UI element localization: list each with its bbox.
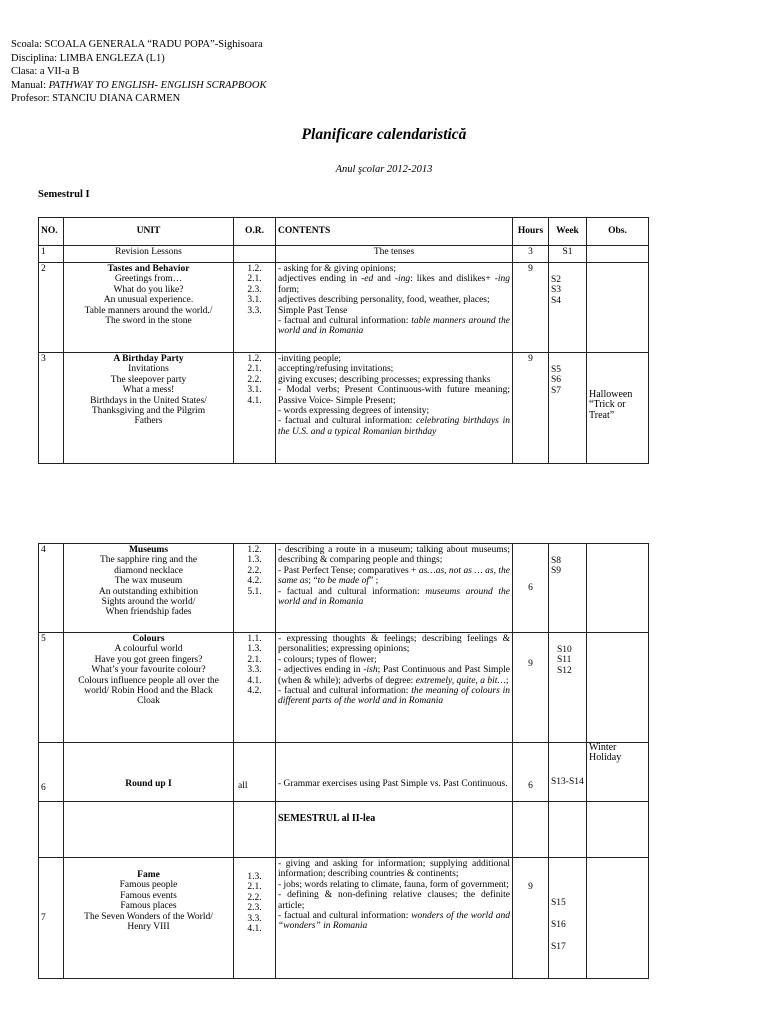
row-or: all	[234, 743, 276, 802]
row-week: S8 S9	[549, 544, 587, 633]
planning-table-1	[38, 217, 649, 464]
row-obs: Winter Holiday	[587, 743, 649, 802]
col-header-contents: CONTENTS	[276, 218, 513, 246]
unit-title: Museums	[128, 545, 169, 555]
row-contents: - Grammar exercises using Past Simple vs. Past Continuous.	[276, 743, 513, 802]
row-unit: Tastes and Behavior Greetings from… What do you like? An unusual experience. Table manners around the world./ The sword in the stone	[64, 263, 234, 353]
planning-table-2	[38, 543, 649, 979]
row-no: 7	[39, 858, 64, 979]
row-contents: - giving and asking for information; supplying additional information; describing countries & continents; - jobs; words relating to climate, fauna, form of government; - defining & non-defining relative clauses; the definite article; - factual and cultural information: wonders of the world and “wonders” in Romania	[276, 858, 513, 979]
row-contents: - describing a route in a museum; talking about museums; describing & comparing people and things; - Past Perfect Tense; comparatives + as…as, not as … as, the same as; “to be made of” ; - factual and cultural information: museums around the world and in Romania	[276, 544, 513, 633]
row-unit: A Birthday Party Invitations The sleepover party What a mess! Birthdays in the United States/ Thanksgiving and the Pilgrim Fathers	[64, 353, 234, 464]
unit-title: A Birthday Party	[113, 354, 184, 364]
row-or: 1.3. 2.1. 2.2. 2.3. 3.3. 4.1.	[234, 858, 276, 979]
col-header-week: Week	[549, 218, 587, 246]
row-obs	[587, 544, 649, 633]
unit-title: Fame	[137, 870, 160, 880]
table-row	[39, 263, 649, 353]
row-hours: 6	[513, 743, 549, 802]
row-unit: Round up I	[64, 743, 234, 802]
row-no: 5	[39, 633, 64, 743]
row-obs: Halloween “Trick or Treat”	[587, 353, 649, 464]
school-year: Anul şcolar 2012-2013	[335, 164, 433, 175]
col-header-obs: Obs.	[587, 218, 649, 246]
row-unit: Revision Lessons	[64, 246, 234, 263]
row-obs	[587, 263, 649, 353]
table-row	[39, 633, 649, 743]
row-no: 2	[39, 263, 64, 353]
row-or: 1.2. 2.1. 2.3. 3.1. 3.3.	[234, 263, 276, 353]
col-header-hours: Hours	[513, 218, 549, 246]
table-row	[39, 544, 649, 633]
row-unit: Museums The sapphire ring and the diamond necklace The wax museum An outstanding exhibition Sights around the world/ When friendship fades	[64, 544, 234, 633]
row-obs	[587, 858, 649, 979]
document-header	[11, 38, 266, 106]
row-hours: 9	[513, 263, 549, 353]
teacher-line: Profesor: STANCIU DIANA CARMEN	[11, 93, 181, 104]
row-hours: 9	[513, 353, 549, 464]
semester-label: Semestrul I	[38, 189, 90, 200]
row-contents: -inviting people; accepting/refusing invitations; giving excuses; describing processes; expressing thanks - Modal verbs; Present Continuous-with future meaning; Passive Voice- Simple Present; - words expressing degrees of intensity; - factual and cultural information: celebrating birthdays in the U.S. and a typical Romanian birthday	[276, 353, 513, 464]
col-header-or: O.R.	[234, 218, 276, 246]
row-week: S13-S14	[549, 743, 587, 802]
row-week: S1	[549, 246, 587, 263]
table-row	[39, 353, 649, 464]
row-no: 1	[39, 246, 64, 263]
table-row	[39, 743, 649, 802]
row-hours: 3	[513, 246, 549, 263]
row-or: 1.2. 2.1. 2.2. 3.1. 4.1.	[234, 353, 276, 464]
row-contents: - expressing thoughts & feelings; describing feelings & personalities; expressing opinions; - colours; types of flower; - adjectives ending in -ish; Past Continuous and Past Simple (when & while); adverbs of degree: extremely, quite, a bit…; - factual and cultural information: the meaning of colours in different parts of the world and in Romania	[276, 633, 513, 743]
table-row	[39, 246, 649, 263]
row-obs	[587, 246, 649, 263]
page-title: Planificare calendaristică	[301, 126, 467, 143]
row-week: S10 S11 S12	[549, 633, 587, 743]
unit-title: Tastes and Behavior	[107, 264, 190, 274]
semester2-label: SEMESTRUL al II-lea	[276, 802, 513, 858]
row-unit: Fame Famous people Famous events Famous places The Seven Wonders of the World/ Henry VIII	[64, 858, 234, 979]
row-no: 3	[39, 353, 64, 464]
row-hours: 9	[513, 858, 549, 979]
row-contents: - asking for & giving opinions; adjectives ending in -ed and -ing: likes and dislikes+ -ing form; adjectives describing personality, food, weather, places; Simple Past Tense - factual and cultural information: table manners around the world and in Romania	[276, 263, 513, 353]
semester-row	[39, 802, 649, 858]
row-or: 1.2. 1.3. 2.2. 4.2. 5.1.	[234, 544, 276, 633]
school-line: Scoala: SCOALA GENERALA “RADU POPA”-Sighisoara	[11, 39, 263, 50]
row-hours: 6	[513, 544, 549, 633]
class-line: Clasa: a VII-a B	[11, 66, 80, 77]
row-or: 1.1. 1.3. 2.1. 3.3. 4.1. 4.2.	[234, 633, 276, 743]
table-header-row	[39, 218, 649, 246]
row-no: 4	[39, 544, 64, 633]
row-unit: Colours A colourful world Have you got green fingers? What’s your favourite colour? Colours influence people all over the world/ Robin Hood and the Black Cloak	[64, 633, 234, 743]
row-no: 6	[39, 743, 64, 802]
unit-title: Colours	[132, 634, 165, 644]
subject-line: Disciplina: LIMBA ENGLEZA (L1)	[11, 52, 165, 64]
col-header-unit: UNIT	[64, 218, 234, 246]
row-hours: 9	[513, 633, 549, 743]
row-week: S2 S3 S4	[549, 263, 587, 353]
row-week: S15 S16 S17	[549, 858, 587, 979]
table-row	[39, 858, 649, 979]
col-header-no: NO.	[39, 218, 64, 246]
row-contents: The tenses	[276, 246, 513, 263]
row-week: S5 S6 S7	[549, 353, 587, 464]
manual-line: Manual: PATHWAY TO ENGLISH- ENGLISH SCRAPBOOK	[11, 79, 267, 91]
row-obs	[587, 633, 649, 743]
row-or	[234, 246, 276, 263]
